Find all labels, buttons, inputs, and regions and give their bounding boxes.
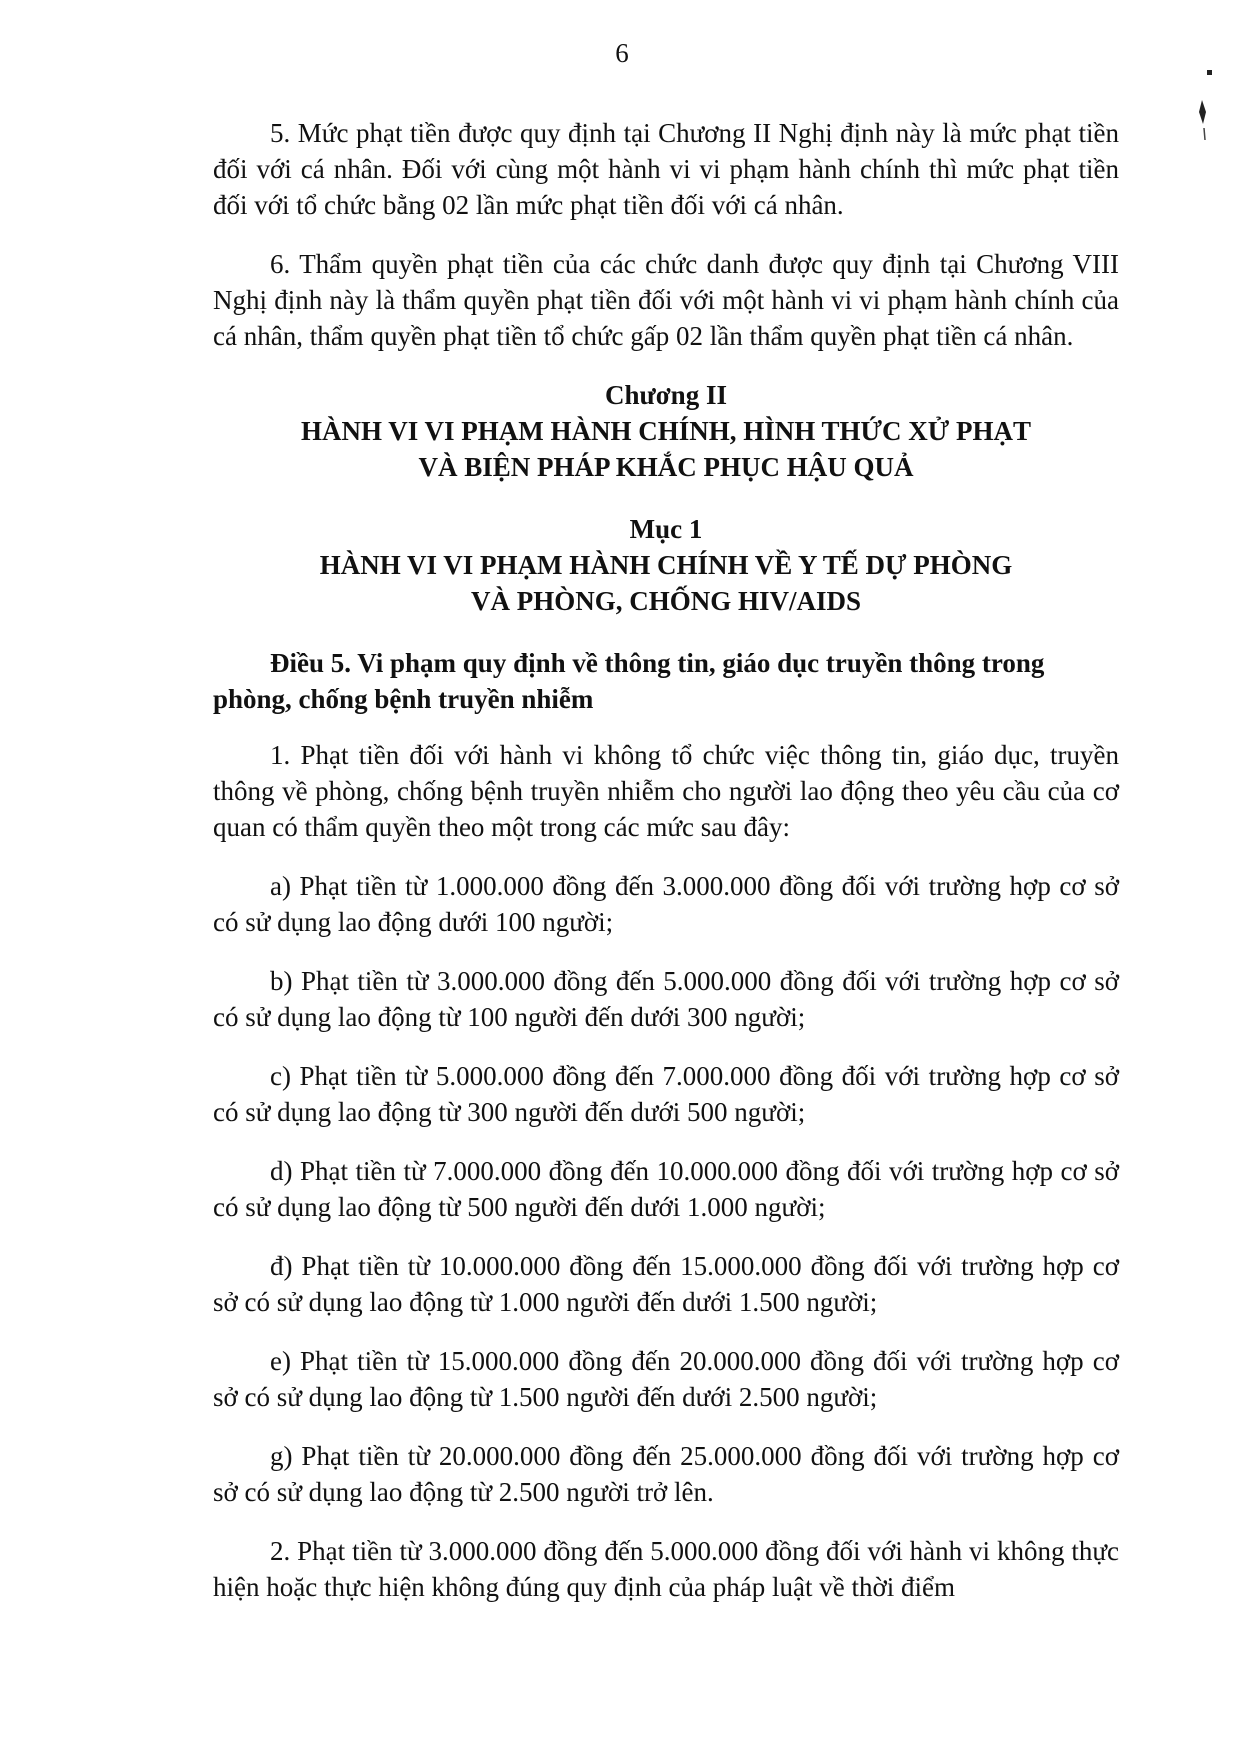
section-title-line1: HÀNH VI VI PHẠM HÀNH CHÍNH VỀ Y TẾ DỰ PHÒNG bbox=[319, 550, 1013, 580]
clause-1d: d) Phạt tiền từ 7.000.000 đồng đến 10.000.000 đồng đối với trường hợp cơ sở có sử dụng lao động từ 500 người đến dưới 1.000 người; bbox=[213, 1156, 1119, 1222]
chapter-heading bbox=[213, 377, 1119, 485]
clause-1: 1. Phạt tiền đối với hành vi không tổ chức việc thông tin, giáo dục, truyền thông về phòng, chống bệnh truyền nhiễm cho người lao động theo yêu cầu của cơ quan có thẩm quyền theo một trong các mức sau đây: bbox=[213, 740, 1119, 842]
scan-specks bbox=[1184, 0, 1244, 200]
clause-1a: a) Phạt tiền từ 1.000.000 đồng đến 3.000.000 đồng đối với trường hợp cơ sở có sử dụng lao động dưới 100 người; bbox=[213, 871, 1119, 937]
clause-1e: e) Phạt tiền từ 15.000.000 đồng đến 20.000.000 đồng đối với trường hợp cơ sở có sử dụng lao động từ 1.500 người đến dưới 2.500 người; bbox=[213, 1346, 1119, 1412]
clause-1c: c) Phạt tiền từ 5.000.000 đồng đến 7.000.000 đồng đối với trường hợp cơ sở có sử dụng lao động từ 300 người đến dưới 500 người; bbox=[213, 1061, 1119, 1127]
clause-1b: b) Phạt tiền từ 3.000.000 đồng đến 5.000.000 đồng đối với trường hợp cơ sở có sử dụng lao động từ 100 người đến dưới 300 người; bbox=[213, 966, 1119, 1032]
page-number: 6 bbox=[615, 38, 629, 68]
clause-2: 2. Phạt tiền từ 3.000.000 đồng đến 5.000.000 đồng đối với hành vi không thực hiện hoặc thực hiện không đúng quy định của pháp luật về thời điểm bbox=[213, 1536, 1119, 1602]
document-body bbox=[213, 115, 1119, 1605]
clause-1dd: đ) Phạt tiền từ 10.000.000 đồng đến 15.000.000 đồng đối với trường hợp cơ sở có sử dụng lao động từ 1.000 người đến dưới 1.500 người; bbox=[213, 1251, 1119, 1317]
article-title: Điều 5. Vi phạm quy định về thông tin, giáo dục truyền thông trong phòng, chống bệnh truyền nhiễm bbox=[213, 648, 1045, 714]
clause-1g: g) Phạt tiền từ 20.000.000 đồng đến 25.000.000 đồng đối với trường hợp cơ sở có sử dụng lao động từ 2.500 người trở lên. bbox=[213, 1441, 1119, 1507]
chapter-title-line1: HÀNH VI VI PHẠM HÀNH CHÍNH, HÌNH THỨC XỬ PHẠT bbox=[300, 416, 1032, 446]
chapter-title-line2: VÀ BIỆN PHÁP KHẮC PHỤC HẬU QUẢ bbox=[418, 452, 914, 482]
paragraph-6: 6. Thẩm quyền phạt tiền của các chức danh được quy định tại Chương VIII Nghị định này là thẩm quyền phạt tiền đối với một hành vi vi phạm hành chính của cá nhân, thẩm quyền phạt tiền tổ chức gấp 02 lần thẩm quyền phạt tiền cá nhân. bbox=[213, 249, 1119, 351]
chapter-label: Chương II bbox=[605, 380, 727, 410]
paragraph-5: 5. Mức phạt tiền được quy định tại Chương II Nghị định này là mức phạt tiền đối với cá nhân. Đối với cùng một hành vi vi phạm hành chính thì mức phạt tiền đối với tổ chức bằng 02 lần mức phạt tiền đối với cá nhân. bbox=[213, 118, 1119, 220]
section-title-line2: VÀ PHÒNG, CHỐNG HIV/AIDS bbox=[470, 586, 862, 616]
section-heading bbox=[213, 511, 1119, 619]
section-label: Mục 1 bbox=[629, 514, 703, 544]
